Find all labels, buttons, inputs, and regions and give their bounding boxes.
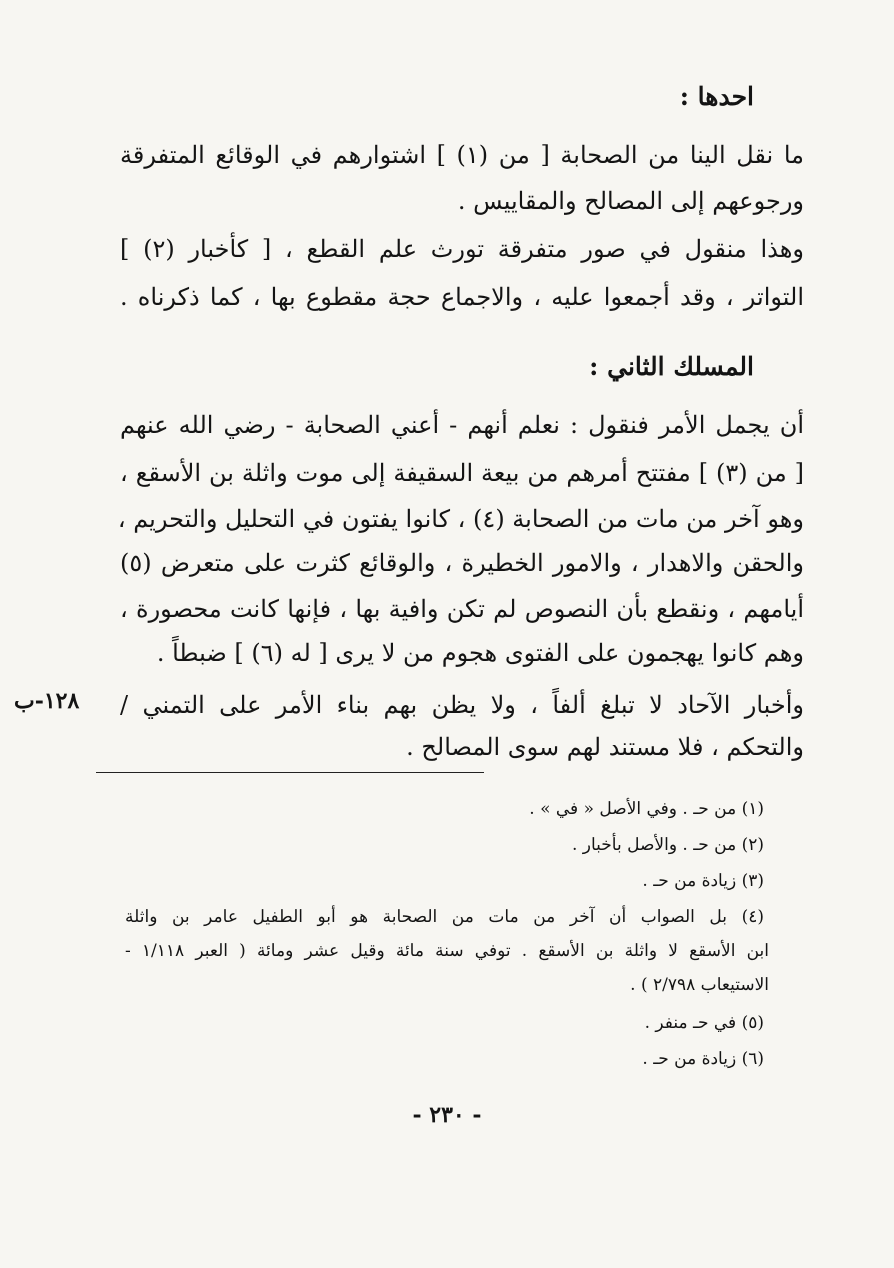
paragraph-line: وأخبار الآحاد لا تبلغ ألفاً ، ولا يظن بهم بناء الأمر على التمني / [120, 691, 804, 719]
paragraph-line: ورجوعهم إلى المصالح والمقاييس . [457, 187, 804, 215]
section-heading-first: احدها : [679, 82, 754, 111]
paragraph-line: وهم كانوا يهجمون على الفتوى هجوم من لا يرى [ له (٦) ] ضبطاً . [156, 639, 804, 667]
paragraph-line: والحقن والاهدار ، والامور الخطيرة ، والوقائع كثرت على متعرض (٥) [120, 549, 804, 577]
footnote-continuation: ابن الأسقع لا واثلة بن الأسقع . توفي سنة مائة وقيل عشر ومائة ( العبر ١/١١٨ - [125, 941, 769, 961]
footnote-item: (٥) في حـ منفر . [644, 1013, 764, 1033]
paragraph-line: وهذا منقول في صور متفرقة تورث علم القطع ، [ كأخبار (٢) ] [120, 235, 804, 263]
paragraph-line: [ من (٣) ] مفتتح أمرهم من بيعة السقيفة إلى موت واثلة بن الأسقع ، [120, 459, 805, 487]
paragraph-line: أن يجمل الأمر فنقول : نعلم أنهم - أعني الصحابة - رضي الله عنهم [120, 411, 804, 439]
footnote-item: (١) من حـ . وفي الأصل « في » . [529, 799, 764, 819]
page-number: - ٢٣٠ - [412, 1102, 482, 1128]
paragraph-line: وهو آخر من مات من الصحابة (٤) ، كانوا يفتون في التحليل والتحريم ، [117, 505, 804, 533]
paragraph-line: والتحكم ، فلا مستند لهم سوى المصالح . [406, 733, 804, 761]
footnote-item: (٢) من حـ . والأصل بأخبار . [571, 835, 764, 855]
footnote-item: (٣) زيادة من حـ . [642, 871, 764, 891]
footnote-divider [96, 772, 484, 773]
footnote-item: (٦) زيادة من حـ . [642, 1049, 764, 1069]
footnote-item: (٤) بل الصواب أن آخر من مات من الصحابة هو أبو الطفيل عامر بن واثلة [125, 907, 764, 927]
paragraph-line: ما نقل الينا من الصحابة [ من (١) ] اشتوارهم في الوقائع المتفرقة [120, 141, 804, 169]
margin-folio-note: ١٢٨-ب [14, 688, 80, 714]
paragraph-line: التواتر ، وقد أجمعوا عليه ، والاجماع حجة مقطوع بها ، كما ذكرناه . [120, 283, 804, 311]
paragraph-line: أيامهم ، ونقطع بأن النصوص لم تكن وافية بها ، فإنها كانت محصورة ، [120, 595, 804, 623]
section-heading-second-path: المسلك الثاني : [589, 352, 754, 381]
footnote-continuation: الاستيعاب ٢/٧٩٨ ) . [630, 975, 769, 995]
